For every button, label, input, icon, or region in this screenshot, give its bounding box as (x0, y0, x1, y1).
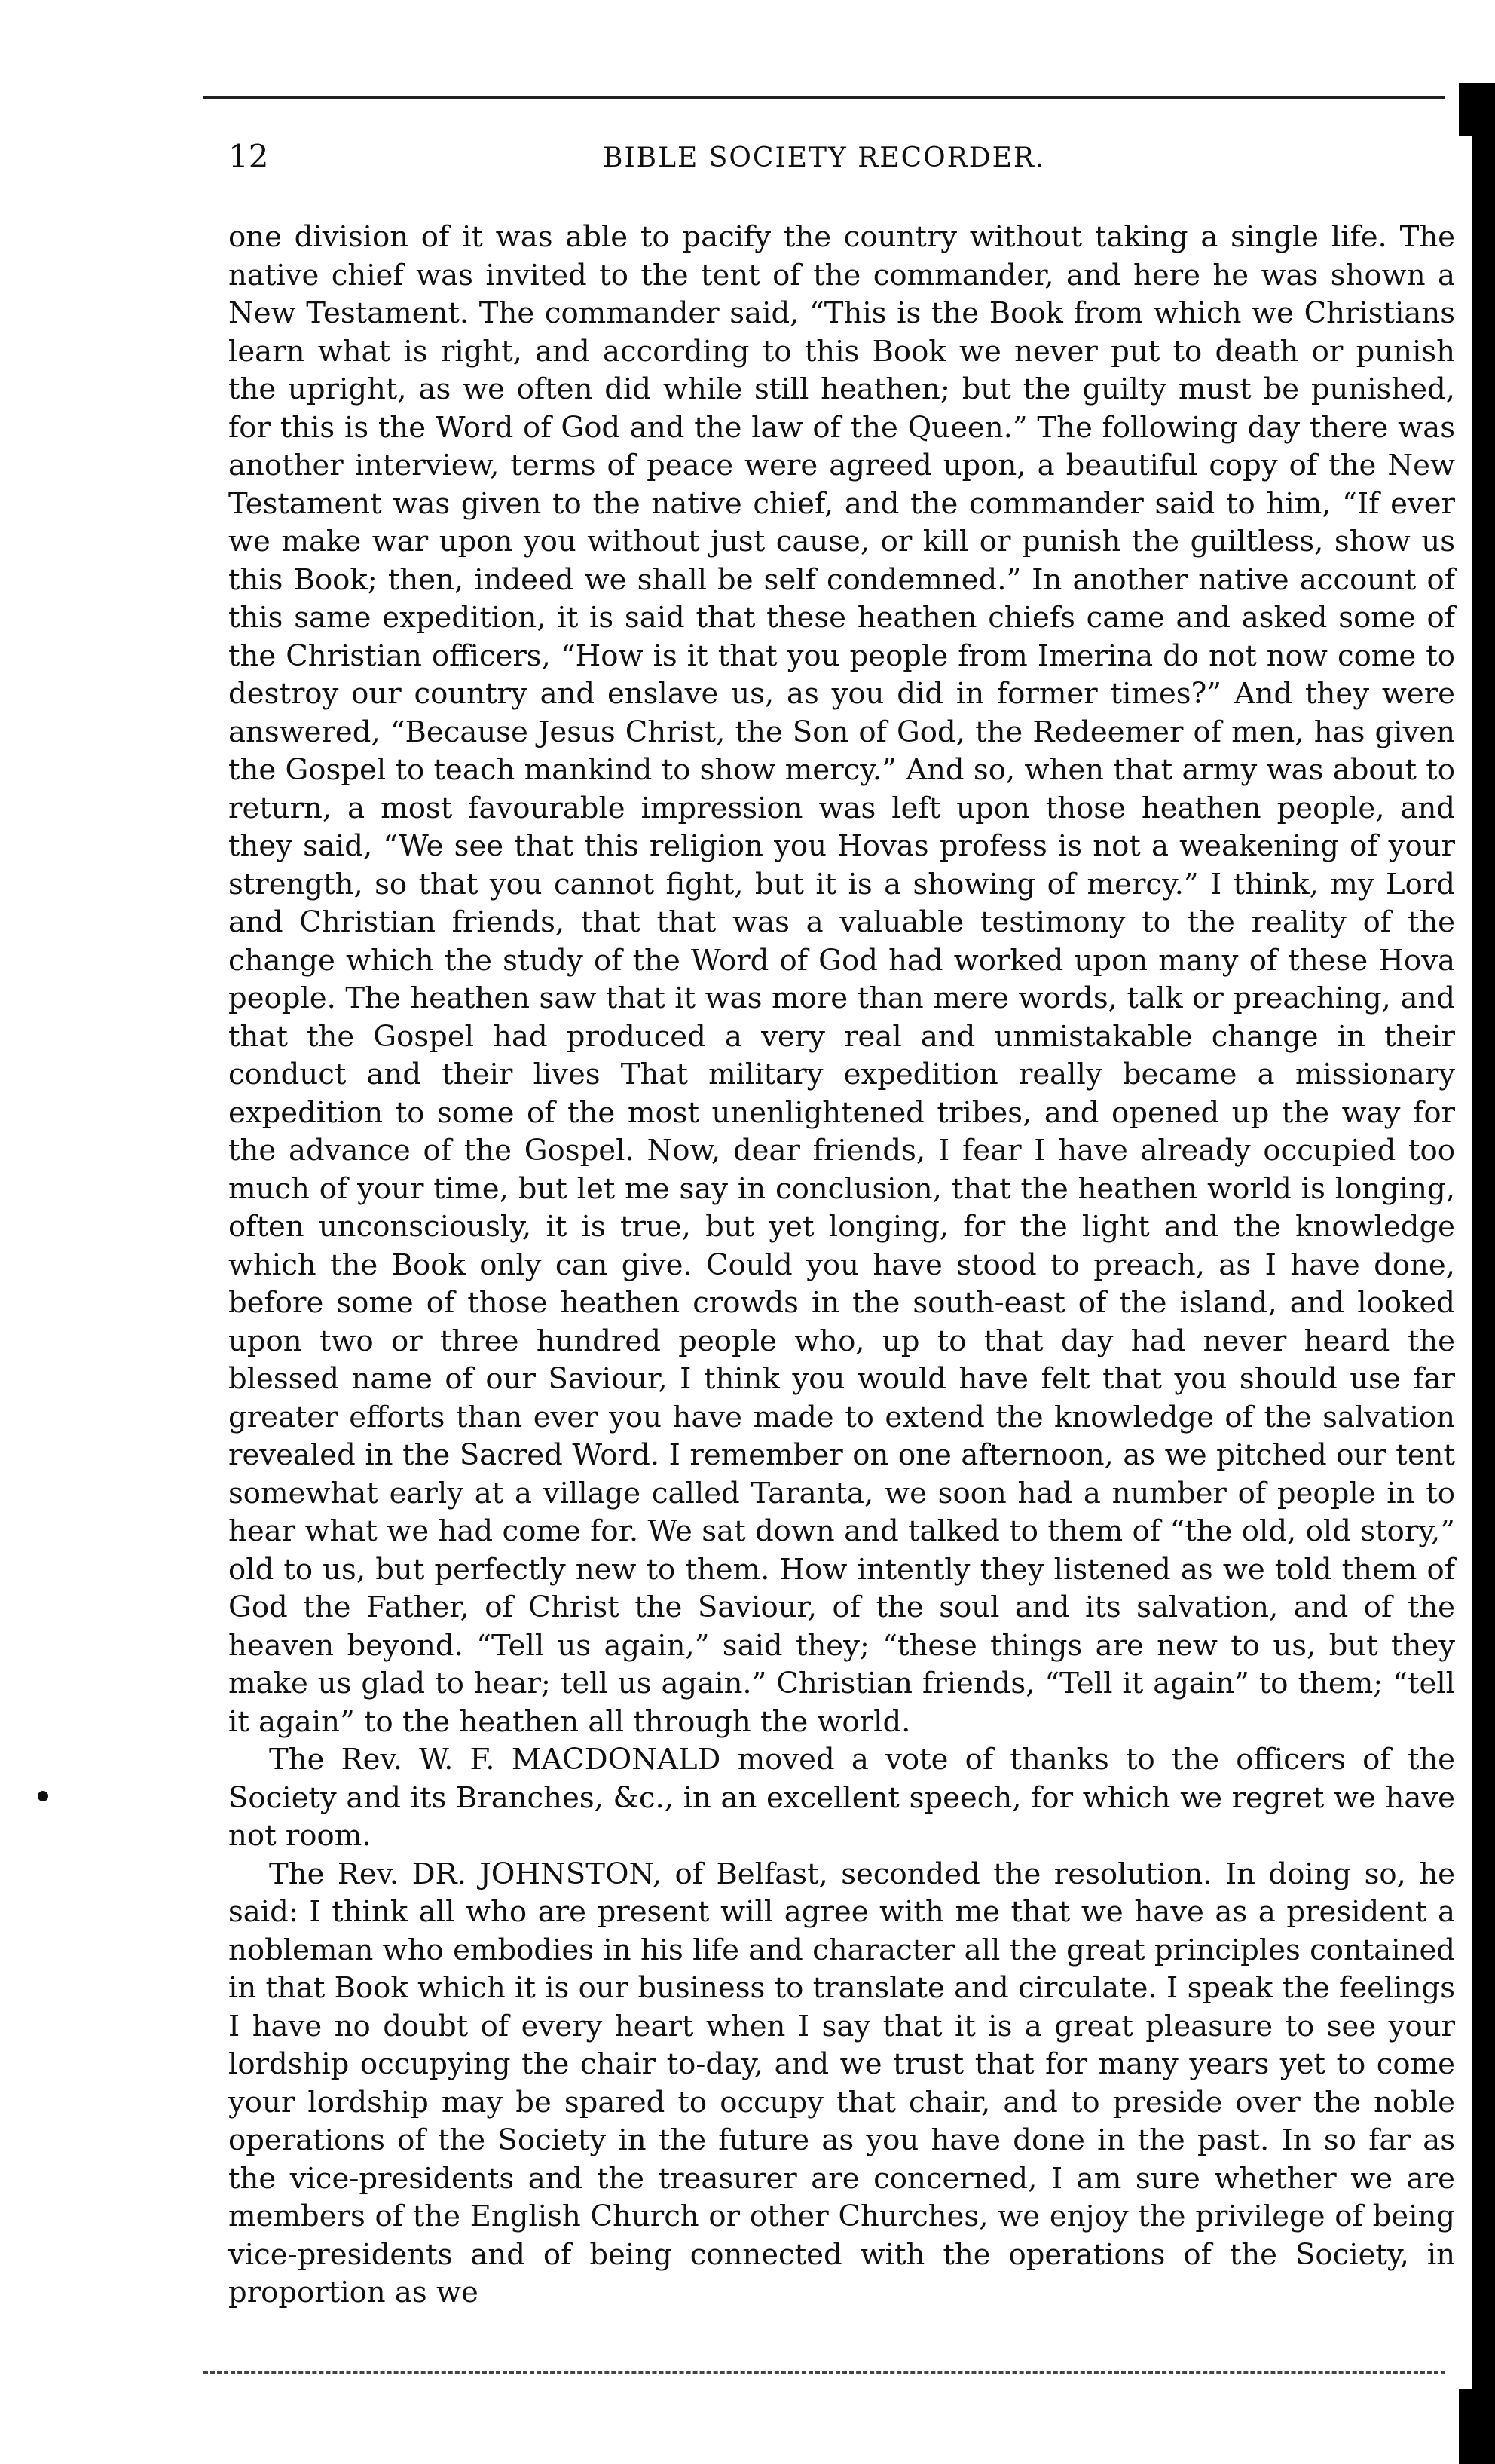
margin-dot-mark (38, 1791, 48, 1801)
footer-rule (203, 2371, 1445, 2374)
page-number: 12 (228, 138, 269, 175)
header-rule (203, 96, 1445, 99)
page-edge-highlight (1459, 136, 1472, 2389)
paragraph-macdonald-motion: The Rev. W. F. MACDONALD moved a vote of thanks to the officers of the Society and its Branches, &c., in an excellent speech, for which we regret we have not room. (228, 1743, 1455, 1853)
paragraph-johnston-speech: The Rev. DR. JOHNSTON, of Belfast, seconded the resolution. In doing so, he said: I think all who are present will agree with me that we have as a president a nobleman who embodies in his life and character all the great principles contained in that Book which it is our business to translate and circulate. I speak the feelings I have no doubt of every heart when I say that it is a great pleasure to see your lordship occupying the chair to-day, and we trust that for many years yet to come your lordship may be spared to occupy that chair, and to preside over the noble operations of the Society in the future as you have done in the past. In so far as the vice-presidents and the treasurer are concerned, I am sure whether we are members of the English Church or other Churches, we enjoy the privilege of being vice-presidents and of being connected with the operations of the Society, in proportion as we (228, 1856, 1455, 2309)
running-title: BIBLE SOCIETY RECORDER. (603, 142, 1046, 173)
article-body (228, 219, 1455, 2312)
paragraph-continued-speech: one division of it was able to pacify the country without taking a single life. The native chief was invited to the tent of the commander, and here he was shown a New Testament. The commander said, “This is the Book from which we Christians learn what is right, and according to this Book we never put to death or punish the upright, as we often did while still heathen; but the guilty must be punished, for this is the Word of God and the law of the Queen.” The following day there was another interview, terms of peace were agreed upon, a beautiful copy of the New Testament was given to the native chief, and the commander said to him, “If ever we make war upon you without just cause, or kill or punish the guiltless, show us this Book; then, indeed we shall be self condemned.” In another native account of this same expedition, it is said that these heathen chiefs came and asked some of the Christian officers, “How is it that you people from Imerina do not now come to destroy our country and enslave us, as you did in former times?” And they were answered, “Because Jesus Christ, the Son of God, the Redeemer of men, has given the Gospel to teach mankind to show mercy.” And so, when that army was about to return, a most favourable impression was left upon those heathen people, and they said, “We see that this religion you Hovas profess is not a weakening of your strength, so that you cannot fight, but it is a showing of mercy.” I think, my Lord and Christian friends, that that was a valuable testimony to the reality of the change which the study of the Word of God had worked upon many of these Hova people. The heathen saw that it was more than mere words, talk or preaching, and that the Gospel had produced a very real and unmistakable change in their conduct and their lives That military expedition really became a missionary expedition to some of the most unenlightened tribes, and opened up the way for the advance of the Gospel. Now, dear friends, I fear I have already occupied too much of your time, but let me say in conclusion, that the heathen world is longing, often unconsciously, it is true, but yet longing, for the light and the knowledge which the Book only can give. Could you have stood to preach, as I have done, before some of those heathen crowds in the south-east of the island, and looked upon two or three hundred people who, up to that day had never heard the blessed name of our Saviour, I think you would have felt that you should use far greater efforts than ever you have made to extend the knowledge of the salvation revealed in the Sacred Word. I remember on one afternoon, as we pitched our tent somewhat early at a village called Taranta, we soon had a number of people in to hear what we had come for. We sat down and talked to them of “the old, old story,” old to us, but perfectly new to them. How intently they listened as we told them of God the Father, of Christ the Saviour, of the soul and its salvation, and of the heaven beyond. “Tell us again,” said they; “these things are new to us, but they make us glad to hear; tell us again.” Christian friends, “Tell it again” to them; “tell it again” to the heathen all through the world. (228, 220, 1455, 1739)
